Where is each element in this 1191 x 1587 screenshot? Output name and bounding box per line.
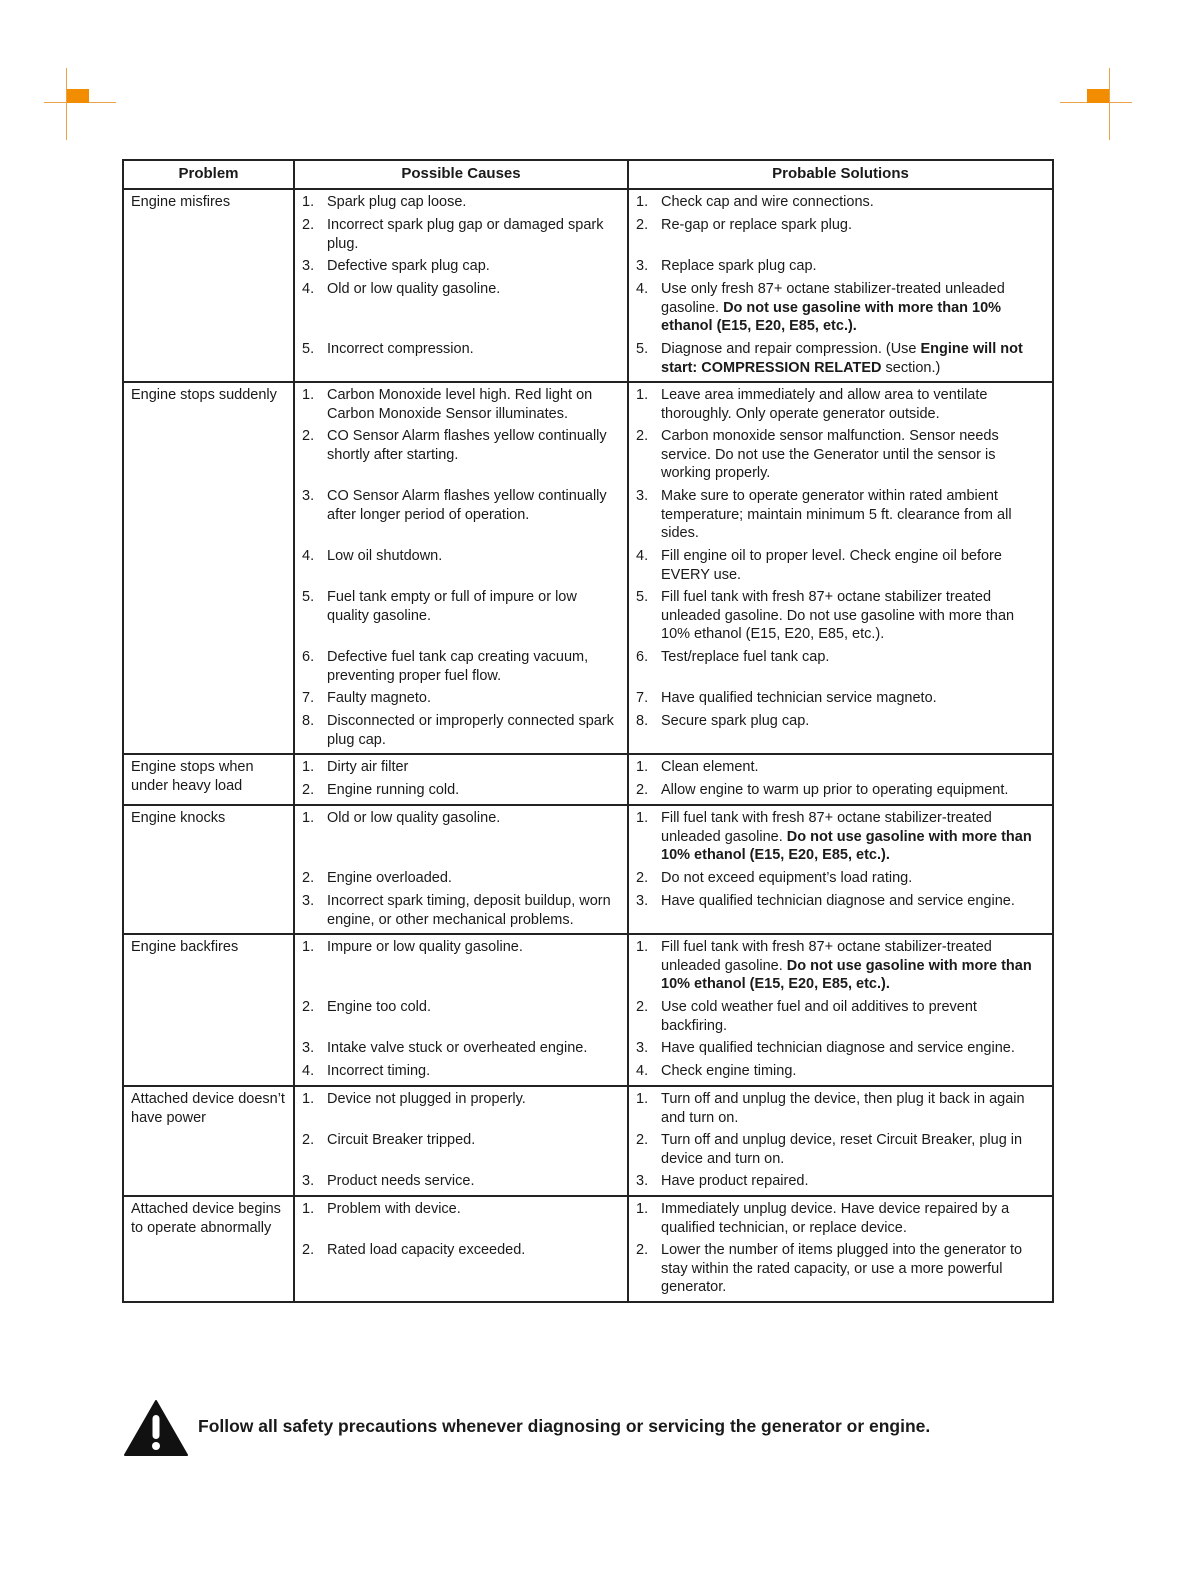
item-text: Fill engine oil to proper level. Check engine oil before EVERY use. — [661, 548, 1002, 583]
item-number: 3. — [636, 1173, 649, 1189]
item-number: 8. — [302, 713, 315, 729]
solutions-list — [636, 809, 1046, 929]
cause-item — [302, 427, 621, 483]
solutions-list — [636, 193, 1046, 377]
item-number: 5. — [302, 589, 315, 605]
causes-list — [302, 809, 621, 929]
solutions-cell — [628, 382, 1053, 754]
item-text: Have qualified technician service magneto. — [661, 690, 937, 706]
solution-item — [636, 280, 1046, 336]
item-text: Secure spark plug cap. — [661, 713, 810, 729]
solution-item — [636, 257, 1046, 276]
solution-item — [636, 386, 1046, 423]
solutions-list — [636, 758, 1046, 800]
causes-cell — [294, 754, 628, 805]
item-number: 1. — [636, 194, 649, 210]
item-number: 6. — [636, 649, 649, 665]
emphasis-text: Do not use gasoline with more than 10% ethanol (E15, E20, E85, etc.). — [661, 299, 1002, 335]
solution-item — [636, 1172, 1046, 1191]
solution-item — [636, 892, 1046, 929]
solutions-cell — [628, 805, 1053, 934]
item-number: 2. — [636, 428, 649, 444]
item-text: Disconnected or improperly connected spark plug cap. — [327, 713, 614, 748]
cause-item — [302, 487, 621, 543]
cause-item — [302, 689, 621, 708]
item-text: Have qualified technician diagnose and service engine. — [661, 893, 1015, 909]
cause-item — [302, 1172, 621, 1191]
item-text: Use only fresh 87+ octane stabilizer-treated unleaded gasoline. — [661, 281, 1005, 316]
solution-item — [636, 689, 1046, 708]
cause-item — [302, 280, 621, 336]
item-text: CO Sensor Alarm flashes yellow continually after longer period of operation. — [327, 488, 607, 523]
item-text: Clean element. — [661, 759, 759, 775]
item-number: 4. — [302, 548, 315, 564]
solution-item — [636, 216, 1046, 253]
item-text: Incorrect spark plug gap or damaged spark plug. — [327, 217, 604, 252]
item-text: Have product repaired. — [661, 1173, 809, 1189]
solution-item — [636, 869, 1046, 888]
item-text: Carbon Monoxide level high. Red light on Carbon Monoxide Sensor illuminates. — [327, 387, 593, 422]
item-number: 1. — [302, 759, 315, 775]
solution-item — [636, 758, 1046, 777]
item-number: 7. — [636, 690, 649, 706]
item-number: 3. — [636, 1040, 649, 1056]
item-number: 2. — [302, 1132, 315, 1148]
solution-item — [636, 1039, 1046, 1058]
item-number: 2. — [636, 217, 649, 233]
troubleshooting-table — [122, 159, 1054, 1303]
item-number: 2. — [302, 782, 315, 798]
item-text: section.) — [881, 359, 941, 376]
solution-item — [636, 998, 1046, 1035]
item-number: 2. — [302, 1242, 315, 1258]
item-text: Fill fuel tank with fresh 87+ octane stabilizer-treated unleaded gasoline. — [661, 810, 992, 845]
warning-triangle-icon — [123, 1399, 189, 1457]
item-text: Do not exceed equipment’s load rating. — [661, 870, 913, 886]
item-number: 2. — [302, 870, 315, 886]
table-row — [123, 934, 1053, 1086]
table-header-row — [123, 160, 1053, 189]
emphasis-text: Engine will not start: COMPRESSION RELATED — [661, 341, 1023, 376]
cause-item — [302, 892, 621, 929]
causes-list — [302, 386, 621, 749]
item-text: Defective fuel tank cap creating vacuum, preventing proper fuel flow. — [327, 649, 589, 684]
item-text: Faulty magneto. — [327, 690, 431, 706]
solution-item — [636, 712, 1046, 749]
item-number: 2. — [636, 870, 649, 886]
item-number: 3. — [636, 488, 649, 504]
cause-item — [302, 547, 621, 584]
item-number: 4. — [302, 281, 315, 297]
item-text: Engine overloaded. — [327, 870, 452, 886]
solutions-list — [636, 1090, 1046, 1191]
item-number: 1. — [302, 194, 315, 210]
cause-item — [302, 998, 621, 1035]
solutions-list — [636, 938, 1046, 1081]
causes-cell — [294, 382, 628, 754]
item-number: 1. — [636, 1091, 649, 1107]
item-number: 2. — [302, 217, 315, 233]
causes-list — [302, 1090, 621, 1191]
item-number: 1. — [302, 1091, 315, 1107]
cause-item — [302, 1090, 621, 1127]
item-text: Spark plug cap loose. — [327, 194, 467, 210]
item-number: 7. — [302, 690, 315, 706]
solution-item — [636, 193, 1046, 212]
solution-item — [636, 781, 1046, 800]
item-number: 1. — [636, 1201, 649, 1217]
problem-cell: Engine stops when under heavy load — [123, 754, 294, 805]
item-text: Impure or low quality gasoline. — [327, 939, 523, 955]
safety-note-text: Follow all safety precautions whenever diagnosing or servicing the generator or engine. — [198, 1416, 931, 1436]
item-text: Intake valve stuck or overheated engine. — [327, 1040, 588, 1056]
cause-item — [302, 257, 621, 276]
solutions-cell — [628, 1196, 1053, 1302]
solution-item — [636, 1090, 1046, 1127]
solution-item — [636, 648, 1046, 685]
solution-item — [636, 547, 1046, 584]
cause-item — [302, 216, 621, 253]
cause-item — [302, 588, 621, 644]
causes-cell — [294, 1196, 628, 1302]
table-row — [123, 805, 1053, 934]
item-text: Turn off and unplug device, reset Circuit Breaker, plug in device and turn on. — [661, 1132, 1023, 1167]
item-text: Fill fuel tank with fresh 87+ octane stabilizer treated unleaded gasoline. Do not use gasoline with more than 10% ethanol (E15, E20, E85, etc.). — [661, 589, 1015, 643]
item-number: 3. — [302, 258, 315, 274]
problem-cell: Engine stops suddenly — [123, 382, 294, 754]
item-text: Replace spark plug cap. — [661, 258, 817, 274]
item-text: Have qualified technician diagnose and service engine. — [661, 1040, 1015, 1056]
solution-item — [636, 1241, 1046, 1297]
item-number: 2. — [302, 428, 315, 444]
cause-item — [302, 193, 621, 212]
solution-item — [636, 1200, 1046, 1237]
item-text: Product needs service. — [327, 1173, 475, 1189]
cause-item — [302, 938, 621, 994]
item-text: Incorrect compression. — [327, 341, 474, 357]
solutions-list — [636, 1200, 1046, 1297]
solution-item — [636, 1131, 1046, 1168]
solutions-cell — [628, 934, 1053, 1086]
item-number: 2. — [636, 1242, 649, 1258]
solutions-cell — [628, 754, 1053, 805]
cause-item — [302, 648, 621, 685]
item-number: 1. — [636, 810, 649, 826]
item-number: 5. — [636, 341, 649, 357]
table-row — [123, 189, 1053, 382]
item-number: 1. — [636, 759, 649, 775]
item-text: Engine too cold. — [327, 999, 431, 1015]
item-text: Check engine timing. — [661, 1063, 797, 1079]
item-number: 1. — [302, 1201, 315, 1217]
table-row — [123, 1086, 1053, 1196]
cause-item — [302, 1062, 621, 1081]
solution-item — [636, 487, 1046, 543]
item-number: 3. — [636, 893, 649, 909]
item-number: 4. — [302, 1063, 315, 1079]
header-possible-causes: Possible Causes — [294, 160, 628, 189]
item-number: 2. — [636, 999, 649, 1015]
item-text: Leave area immediately and allow area to ventilate thoroughly. Only operate generator outside. — [661, 387, 988, 422]
cause-item — [302, 869, 621, 888]
problem-cell: Attached device begins to operate abnormally — [123, 1196, 294, 1302]
cause-item — [302, 386, 621, 423]
item-text: Dirty air filter — [327, 759, 409, 775]
item-number: 1. — [302, 939, 315, 955]
item-text: Immediately unplug device. Have device repaired by a qualified technician, or replace device. — [661, 1201, 1010, 1236]
solutions-list — [636, 386, 1046, 749]
item-text: Defective spark plug cap. — [327, 258, 490, 274]
table-row — [123, 754, 1053, 805]
solutions-cell — [628, 189, 1053, 382]
problem-cell: Engine backfires — [123, 934, 294, 1086]
item-text: Incorrect spark timing, deposit buildup, worn engine, or other mechanical problems. — [327, 893, 611, 928]
item-number: 2. — [302, 999, 315, 1015]
cause-item — [302, 1200, 621, 1237]
item-number: 1. — [302, 387, 315, 403]
causes-cell — [294, 934, 628, 1086]
solution-item — [636, 427, 1046, 483]
cause-item — [302, 340, 621, 377]
header-problem: Problem — [123, 160, 294, 189]
causes-cell — [294, 805, 628, 934]
item-number: 4. — [636, 281, 649, 297]
item-number: 3. — [302, 488, 315, 504]
cause-item — [302, 809, 621, 865]
safety-notice — [123, 1399, 1023, 1459]
item-number: 5. — [302, 341, 315, 357]
causes-list — [302, 758, 621, 800]
item-text: Use cold weather fuel and oil additives to prevent backfiring. — [661, 999, 977, 1034]
item-text: Fuel tank empty or full of impure or low quality gasoline. — [327, 589, 577, 624]
item-text: Old or low quality gasoline. — [327, 281, 501, 297]
item-number: 1. — [636, 939, 649, 955]
solution-item — [636, 809, 1046, 865]
causes-cell — [294, 189, 628, 382]
item-number: 3. — [302, 1173, 315, 1189]
solution-item — [636, 938, 1046, 994]
item-number: 3. — [636, 258, 649, 274]
cause-item — [302, 758, 621, 777]
emphasis-text: Do not use gasoline with more than 10% ethanol (E15, E20, E85, etc.). — [661, 957, 1032, 993]
item-text: Low oil shutdown. — [327, 548, 443, 564]
item-text: Problem with device. — [327, 1201, 461, 1217]
causes-list — [302, 938, 621, 1081]
item-number: 6. — [302, 649, 315, 665]
item-number: 3. — [302, 1040, 315, 1056]
item-text: Engine running cold. — [327, 782, 460, 798]
item-number: 2. — [636, 782, 649, 798]
item-text: Make sure to operate generator within rated ambient temperature; maintain minimum 5 ft. clearance from all sides. — [661, 488, 1012, 542]
causes-cell — [294, 1086, 628, 1196]
item-text: CO Sensor Alarm flashes yellow continually shortly after starting. — [327, 428, 607, 463]
item-text: Turn off and unplug the device, then plug it back in again and turn on. — [661, 1091, 1025, 1126]
table-row — [123, 1196, 1053, 1302]
item-text: Test/replace fuel tank cap. — [661, 649, 830, 665]
item-number: 4. — [636, 1063, 649, 1079]
problem-cell: Engine misfires — [123, 189, 294, 382]
header-probable-solutions: Probable Solutions — [628, 160, 1053, 189]
table-row — [123, 382, 1053, 754]
solution-item — [636, 588, 1046, 644]
problem-cell: Attached device doesn’t have power — [123, 1086, 294, 1196]
solutions-cell — [628, 1086, 1053, 1196]
solution-item — [636, 1062, 1046, 1081]
item-number: 1. — [636, 387, 649, 403]
item-number: 5. — [636, 589, 649, 605]
cause-item — [302, 1039, 621, 1058]
causes-list — [302, 193, 621, 377]
item-text: Check cap and wire connections. — [661, 194, 874, 210]
emphasis-text: Do not use gasoline with more than 10% ethanol (E15, E20, E85, etc.). — [661, 828, 1032, 864]
cause-item — [302, 1241, 621, 1297]
item-number: 1. — [302, 810, 315, 826]
item-text: Allow engine to warm up prior to operating equipment. — [661, 782, 1009, 798]
item-number: 4. — [636, 548, 649, 564]
item-number: 8. — [636, 713, 649, 729]
causes-list — [302, 1200, 621, 1297]
cause-item — [302, 1131, 621, 1168]
item-text: Rated load capacity exceeded. — [327, 1242, 526, 1258]
item-text: Re-gap or replace spark plug. — [661, 217, 853, 233]
solution-item — [636, 340, 1046, 377]
item-number: 2. — [636, 1132, 649, 1148]
item-text: Carbon monoxide sensor malfunction. Sensor needs service. Do not use the Generator until the sensor is working properly. — [661, 428, 999, 482]
item-text: Circuit Breaker tripped. — [327, 1132, 476, 1148]
item-text: Old or low quality gasoline. — [327, 810, 501, 826]
problem-cell: Engine knocks — [123, 805, 294, 934]
cause-item — [302, 712, 621, 749]
item-text: Diagnose and repair compression. (Use — [661, 341, 921, 357]
item-text: Lower the number of items plugged into the generator to stay within the rated capacity, or use a more powerful generator. — [661, 1242, 1023, 1296]
item-text: Fill fuel tank with fresh 87+ octane stabilizer-treated unleaded gasoline. — [661, 939, 992, 974]
item-text: Incorrect timing. — [327, 1063, 431, 1079]
item-text: Device not plugged in properly. — [327, 1091, 526, 1107]
item-number: 3. — [302, 893, 315, 909]
cause-item — [302, 781, 621, 800]
